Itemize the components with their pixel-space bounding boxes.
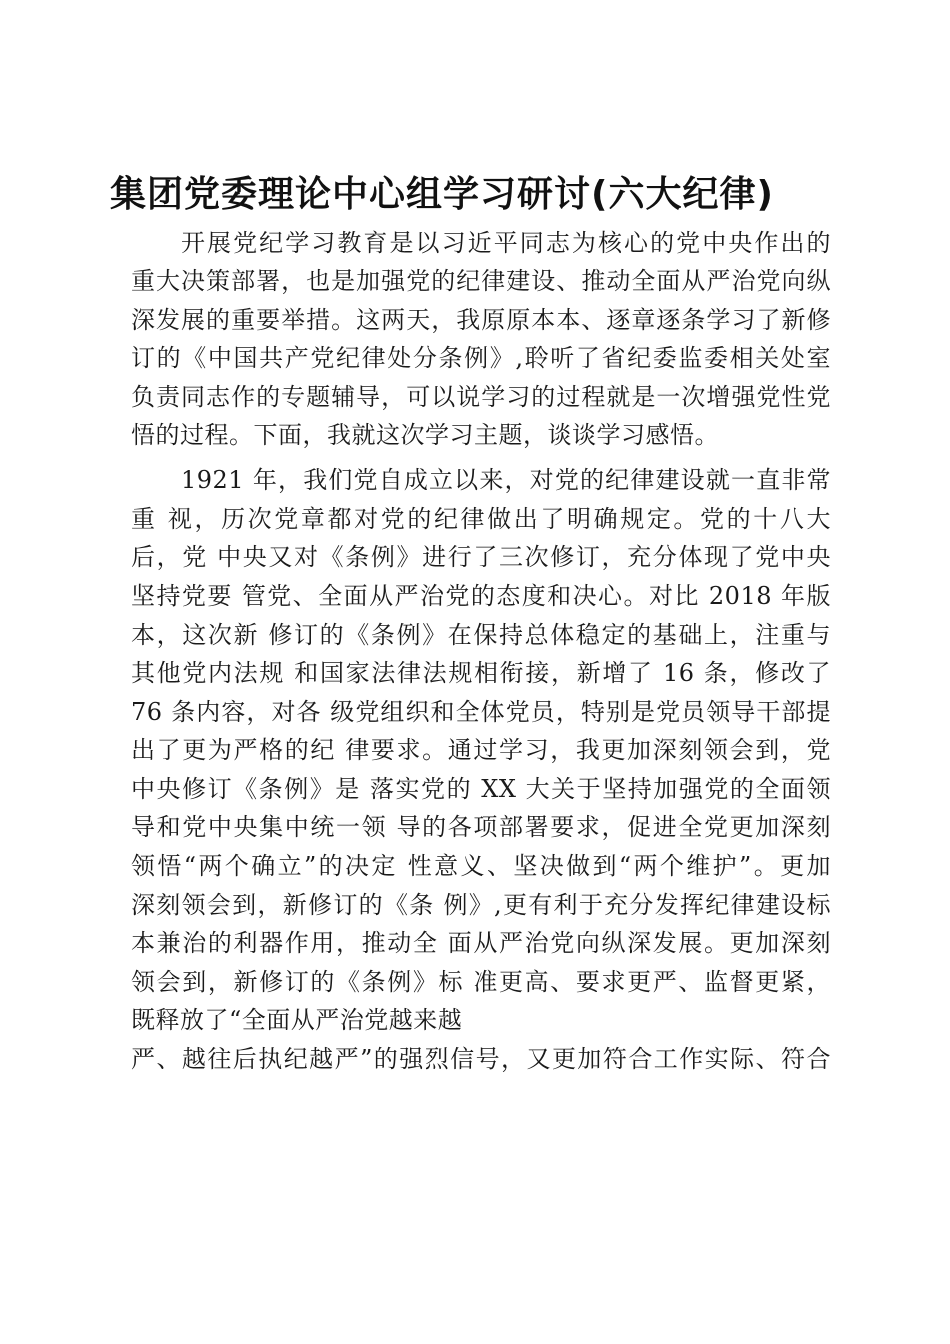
paragraph-2-line: 领悟“两个确立”的决定 性意义、坚决做到“两个维护”。更加 (131, 852, 831, 880)
paragraph-2-line: 严、越往后执纪越严”的强烈信号，又更加符合工作实际、符合 (131, 1045, 831, 1073)
paragraph-1-line: 悟的过程。下面，我就这次学习主题，谈谈学习感悟。 (131, 421, 719, 449)
paragraph-1-line: 订的《中国共产党纪律处分条例》,聆听了省纪委监委相关处室 (131, 344, 831, 372)
paragraph-2-line: 导和党中央集中统一领 导的各项部署要求，促进全党更加深刻 (131, 813, 831, 841)
paragraph-2-line: 76 条内容，对各 级党组织和全体党员，特别是党员领导干部提 (131, 698, 831, 726)
paragraph-2-line: 本，这次新 修订的《条例》在保持总体稳定的基础上，注重与 (131, 621, 831, 649)
paragraph-1-line: 深发展的重要举措。这两天，我原原本本、逐章逐条学习了新修 (131, 306, 831, 334)
paragraph-2-line: 重 视，历次党章都对党的纪律做出了明确规定。党的十八大 (131, 505, 831, 533)
paragraph-2-line: 其他党内法规 和国家法律法规相衔接，新增了 16 条，修改了 (131, 659, 831, 687)
paragraph-1-line: 开展党纪学习教育是以习近平同志为核心的党中央作出的 (181, 229, 831, 257)
paragraph-2-line: 后，党 中央又对《条例》进行了三次修订，充分体现了党中央 (131, 543, 831, 571)
paragraph-2-line: 既释放了“全面从严治党越来越 (131, 1006, 463, 1034)
document-title: 集团党委理论中心组学习研讨(六大纪律) (110, 174, 774, 215)
paragraph-1-line: 重大决策部署，也是加强党的纪律建设、推动全面从严治党向纵 (131, 267, 831, 295)
paragraph-1-line: 负责同志作的专题辅导，可以说学习的过程就是一次增强党性党 (131, 383, 831, 411)
paragraph-2-line: 中央修订《条例》是 落实党的 XX 大关于坚持加强党的全面领 (131, 775, 831, 803)
paragraph-2-line: 本兼治的利器作用，推动全 面从严治党向纵深发展。更加深刻 (131, 929, 831, 957)
paragraph-2-line: 1921 年，我们党自成立以来，对党的纪律建设就一直非常 (181, 466, 831, 494)
paragraph-2-line: 坚持党要 管党、全面从严治党的态度和决心。对比 2018 年版 (131, 582, 831, 610)
paragraph-2-line: 深刻领会到，新修订的《条 例》,更有利于充分发挥纪律建设标 (131, 891, 831, 919)
paragraph-2-line: 领会到，新修订的《条例》标 准更高、要求更严、监督更紧， (131, 968, 831, 996)
paragraph-2-line: 出了更为严格的纪 律要求。通过学习，我更加深刻领会到，党 (131, 736, 831, 764)
